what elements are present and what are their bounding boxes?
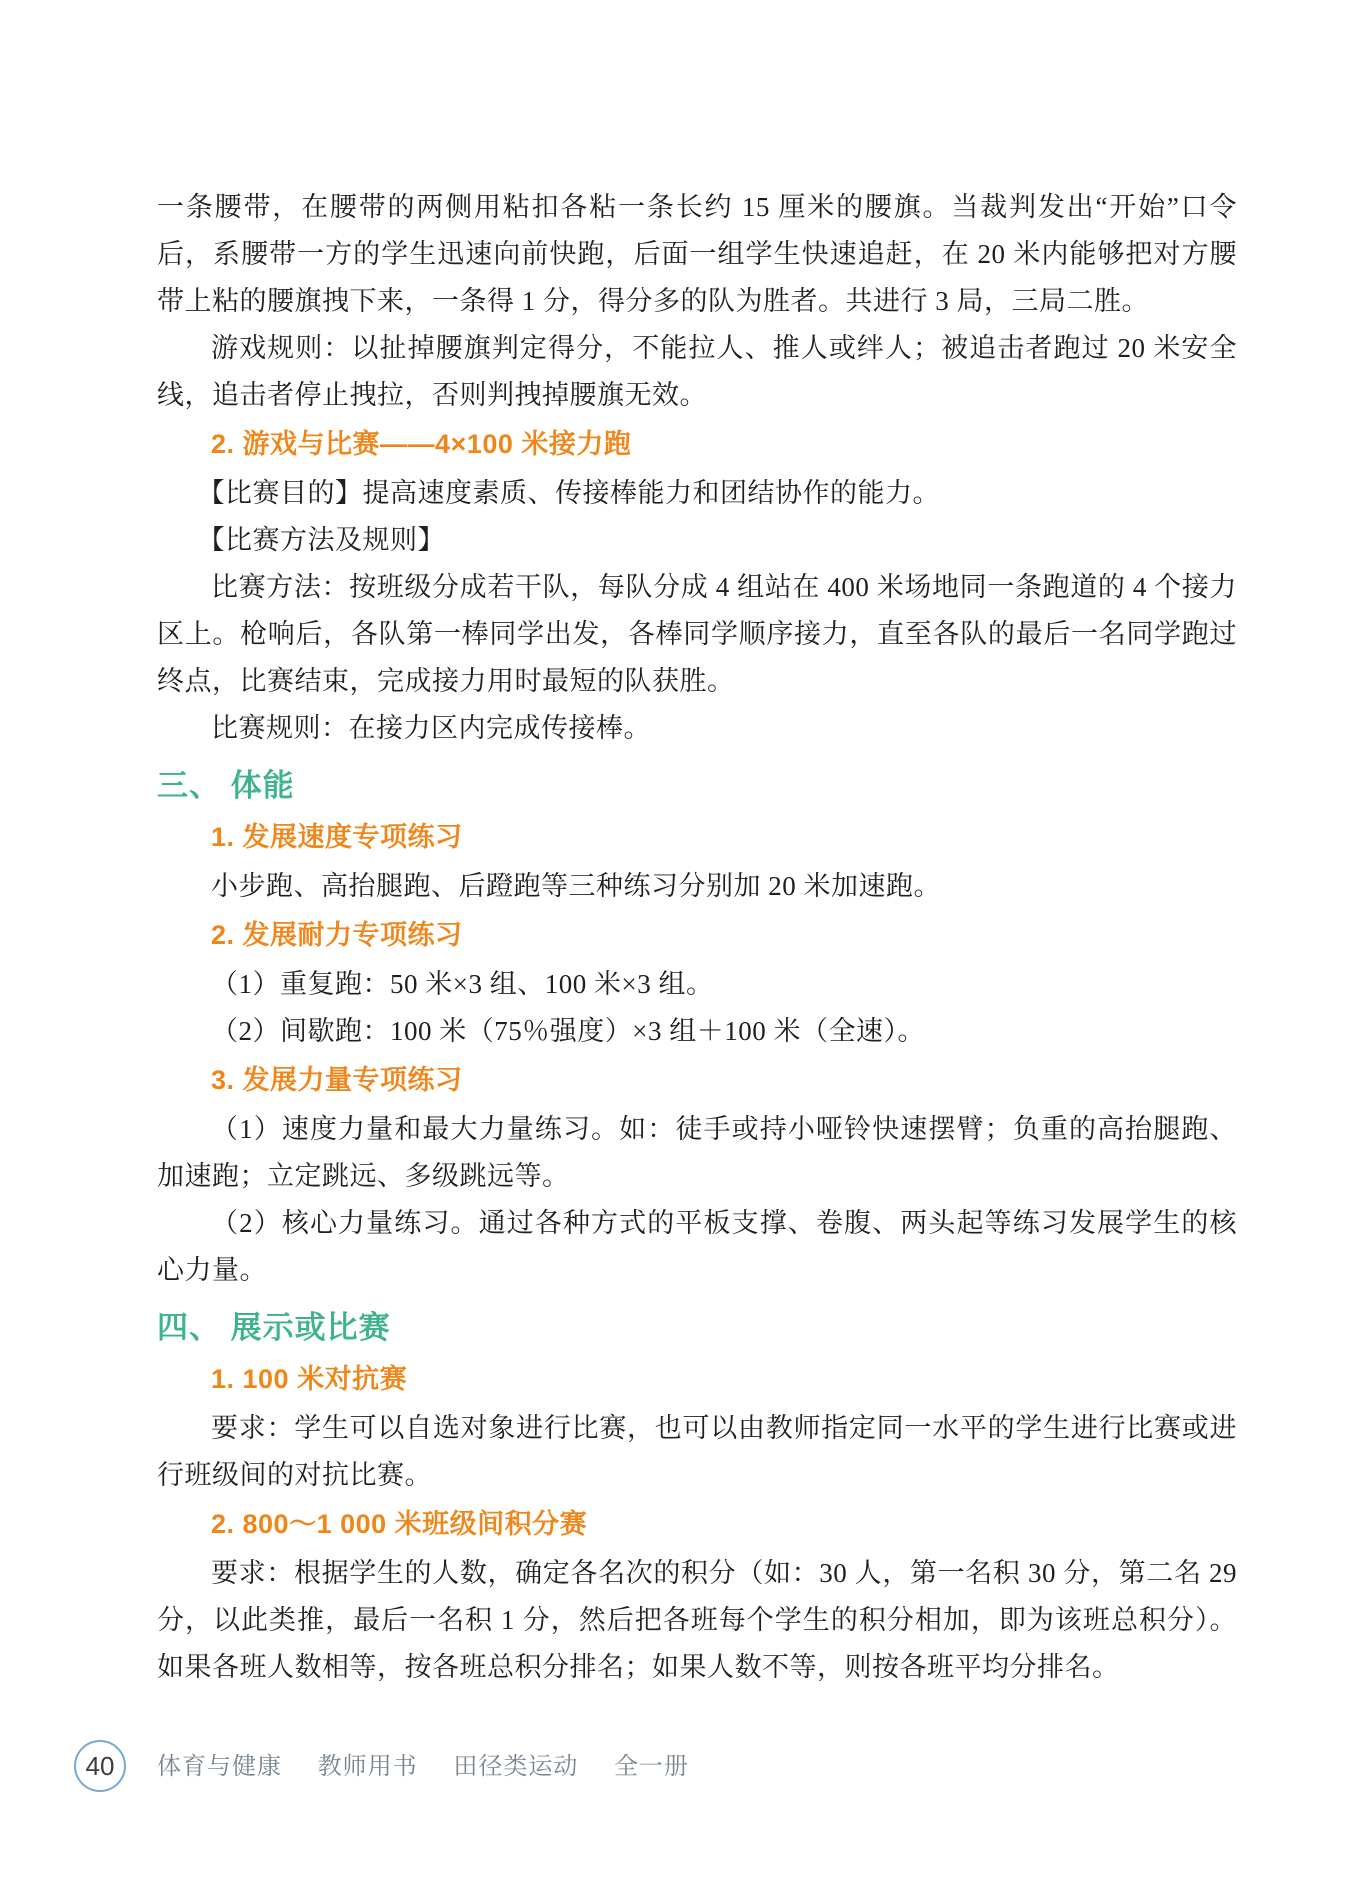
sub-heading: 1. 100 米对抗赛 (211, 1364, 408, 1394)
footer-book-series: 田径类运动 (453, 1753, 579, 1780)
page-number-badge (74, 1740, 126, 1792)
paragraph: 小步跑、高抬腿跑、后蹬跑等三种练习分别加 20 米加速跑。 (211, 871, 941, 901)
paragraph: 要求：学生可以自选对象进行比赛，也可以由教师指定同一水平的学生进行比赛或进行班级间的对抗比赛。 (157, 1413, 1237, 1490)
paragraph: 一条腰带，在腰带的两侧用粘扣各粘一条长约 15 厘米的腰旗。当裁判发出“开始”口令后，系腰带一方的学生迅速向前快跑，后面一组学生快速追赶，在 20 米内能够把对方腰带上粘的腰旗拽下来，一条得 1 分，得分多的队为胜者。共进行 3 局，三局二胜。 (157, 192, 1237, 316)
paragraph: 【比赛目的】提高速度素质、传接棒能力和团结协作的能力。 (197, 478, 940, 508)
content (157, 184, 1237, 1691)
paragraph: 比赛方法：按班级分成若干队，每队分成 4 组站在 400 米场地同一条跑道的 4 个接力区上。枪响后，各队第一棒同学出发，各棒同学顺序接力，直至各队的最后一名同学跑过终点，比赛结束，完成接力用时最短的队获胜。 (157, 572, 1237, 696)
sub-heading: 2. 游戏与比赛——4×100 米接力跑 (211, 429, 632, 459)
paragraph: 比赛规则：在接力区内完成传接棒。 (211, 713, 651, 743)
footer-book-type: 教师用书 (317, 1753, 418, 1780)
page-number: 40 (85, 1750, 115, 1781)
paragraph: （1）速度力量和最大力量练习。如：徒手或持小哑铃快速摆臂；负重的高抬腿跑、加速跑；立定跳远、多级跳远等。 (157, 1114, 1237, 1191)
sub-heading: 2. 800～1 000 米班级间积分赛 (211, 1509, 588, 1539)
paragraph: 游戏规则：以扯掉腰旗判定得分，不能拉人、推人或绊人；被追击者跑过 20 米安全线，追击者停止拽拉，否则判拽掉腰旗无效。 (157, 333, 1237, 410)
footer-book-title: 体育与健康 (157, 1753, 282, 1780)
footer-meta (157, 1738, 717, 1796)
sub-heading: 2. 发展耐力专项练习 (211, 920, 463, 950)
paragraph: 要求：根据学生的人数，确定各名次的积分（如：30 人，第一名积 30 分，第二名 29 分，以此类推，最后一名积 1 分，然后把各班每个学生的积分相加，即为该班总积分）。如果各班人数相等，按各班总积分排名；如果人数不等，则按各班平均分排名。 (157, 1558, 1237, 1682)
footer-volume: 全一册 (614, 1753, 690, 1780)
paragraph: （2）间歇跑：100 米（75％强度）×3 组＋100 米（全速）。 (211, 1016, 925, 1046)
paragraph: （2）核心力量练习。通过各种方式的平板支撑、卷腹、两头起等练习发展学生的核心力量。 (157, 1208, 1237, 1285)
paragraph: 【比赛方法及规则】 (197, 525, 445, 555)
page-footer (0, 1738, 1353, 1798)
paragraph: （1）重复跑：50 米×3 组、100 米×3 组。 (211, 969, 714, 999)
section-heading: 四、 展示或比赛 (157, 1310, 391, 1345)
sub-heading: 3. 发展力量专项练习 (211, 1065, 463, 1095)
sub-heading: 1. 发展速度专项练习 (211, 822, 463, 852)
section-heading: 三、 体能 (157, 768, 295, 803)
